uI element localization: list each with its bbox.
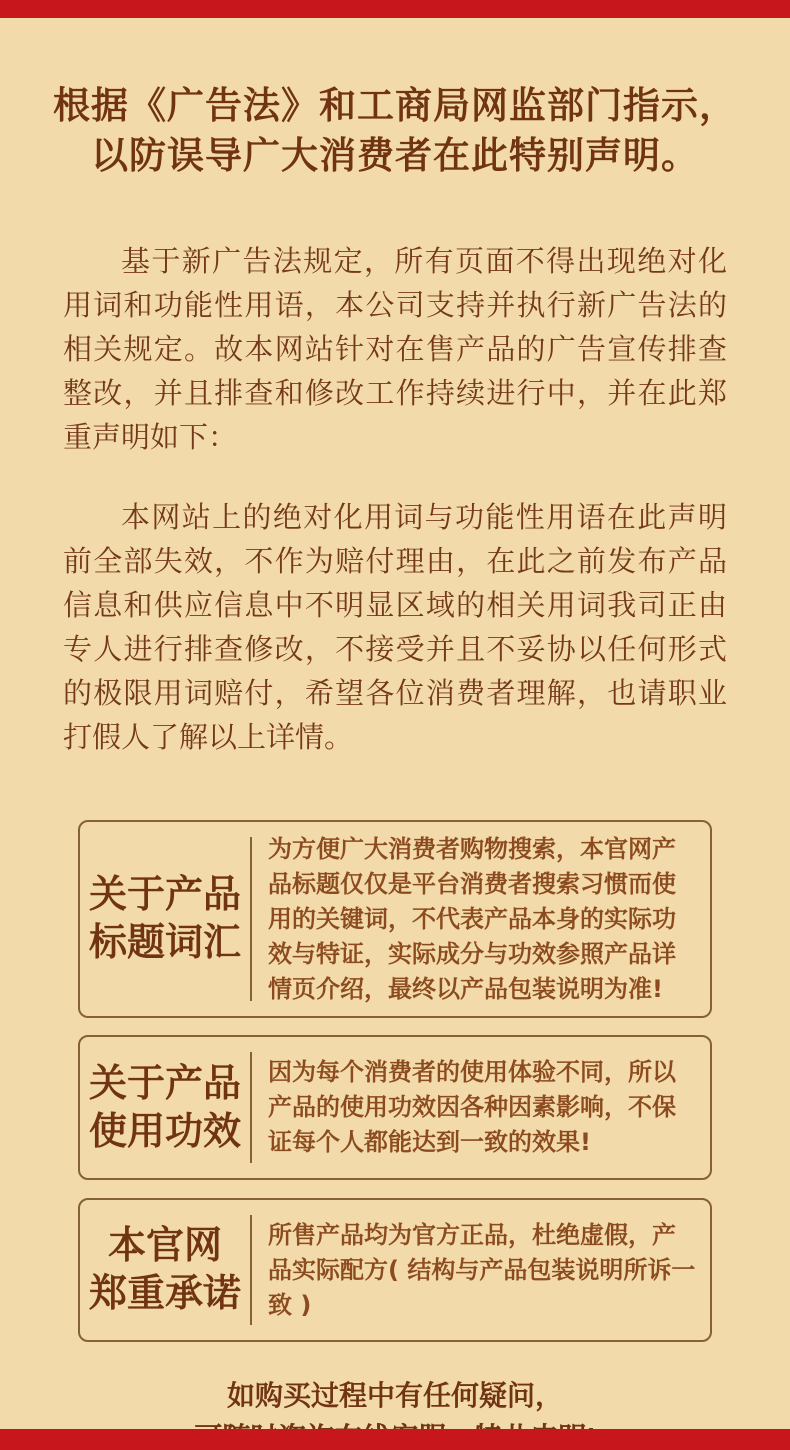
notice-box-title — [80, 871, 250, 967]
notice-box-body: 因为每个消费者的使用体验不同，所以产品的使用功效因各种因素影响，不保证每个人都能达到一致的效果! — [268, 1058, 676, 1156]
notice-box-title-line1: 关于产品 — [88, 1062, 241, 1105]
notice-box-product-efficacy — [78, 1035, 712, 1180]
notice-box-title-line1: 本官网 — [107, 1225, 222, 1267]
top-red-bar — [0, 0, 790, 18]
footer-note-line1: 如购买过程中有任何疑问， — [226, 1381, 563, 1412]
notice-box-product-title-keywords — [78, 820, 712, 1018]
notice-box-official-promise — [78, 1198, 712, 1342]
notice-box-title — [80, 1222, 250, 1318]
notice-box-title-line2: 使用功效 — [88, 1110, 241, 1153]
page-title-line2: 以防误导广大消费者在此特别声明。 — [91, 136, 699, 177]
bottom-red-bar — [0, 1429, 790, 1450]
page-title-line1: 根据《广告法》和工商局网监部门指示， — [53, 86, 737, 127]
page-title — [30, 82, 760, 182]
notice-box-body: 为方便广大消费者购物搜索，本官网产品标题仅仅是平台消费者搜索习惯而使用的关键词，不代表产品本身的实际功效与特证，实际成分与功效参照产品详情页介绍，最终以产品包装说明为准! — [268, 834, 676, 1003]
statement-paragraph-1: 基于新广告法规定，所有页面不得出现绝对化用词和功能性用语，本公司支持并执行新广告法的相关规定。故本网站针对在售产品的广告宣传排查整改，并且排查和修改工作持续进行中，并在此郑重声明如下： — [63, 246, 727, 454]
notice-box-title-line1: 关于产品 — [88, 874, 241, 916]
notice-box-body: 所售产品均为官方正品，杜绝虚假，产品实际配方( 结构与产品包装说明所诉一致 ) — [268, 1220, 696, 1319]
notice-box-title-line2: 标题词汇 — [88, 922, 241, 964]
statement-paragraph-2: 本网站上的绝对化用词与功能性用语在此声明前全部失效，不作为赔付理由，在此之前发布产品信息和供应信息中不明显区域的相关用词我司正由专人进行排查修改，不接受并且不妥协以任何形式的极限用词赔付，希望各位消费者理解，也请职业打假人了解以上详情。 — [63, 502, 727, 754]
notice-box-title — [80, 1060, 250, 1156]
notice-box-title-line2: 郑重承诺 — [88, 1273, 241, 1315]
